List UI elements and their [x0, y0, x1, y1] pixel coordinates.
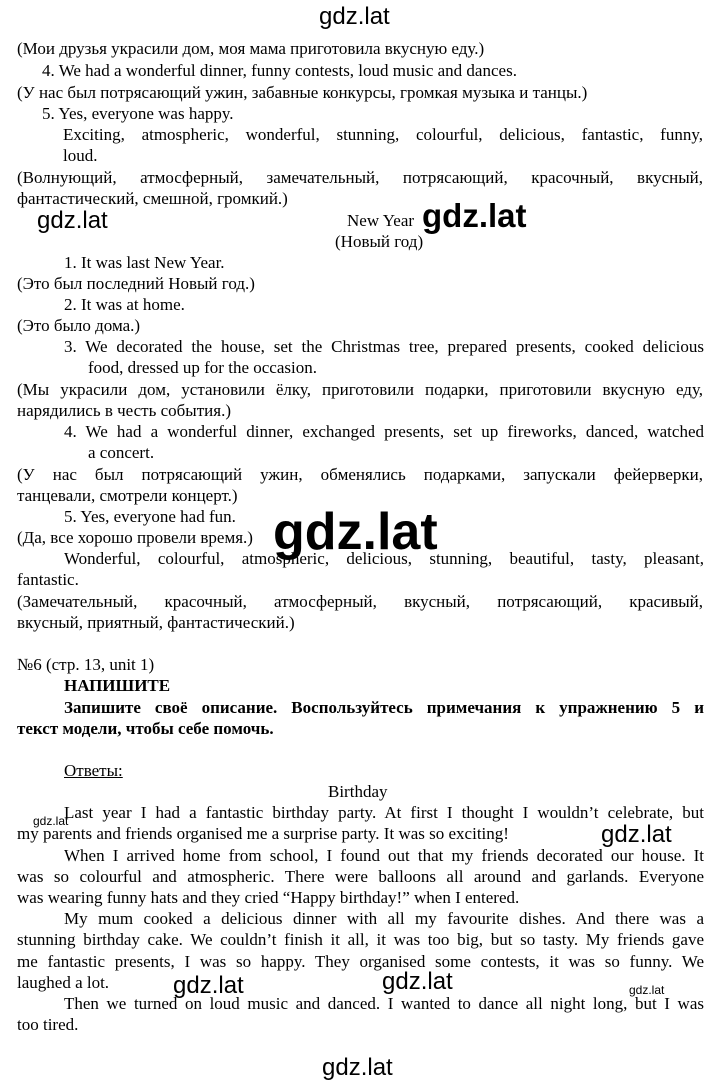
- translation-line: (Это было дома.): [17, 316, 141, 335]
- answer-line: 2. It was at home.: [64, 295, 185, 314]
- translation-line: (Замечательный, красочный, атмосферный, вкусный, потрясающий, красивый,: [17, 592, 703, 611]
- essay-line: me fantastic presents, I was so happy. They organised some contests, it was so funny. We: [17, 952, 704, 971]
- watermark: gdz.lat: [601, 821, 672, 848]
- answer-line: a concert.: [88, 443, 155, 462]
- answer-line: food, dressed up for the occasion.: [88, 358, 317, 377]
- watermark: gdz.lat: [33, 814, 69, 828]
- exercise-instruction: текст модели, чтобы себе помочь.: [17, 719, 274, 738]
- watermark: gdz.lat: [173, 972, 244, 999]
- essay-title: Birthday: [328, 782, 388, 801]
- essay-line: my parents and friends organised me a surprise party. It was so exciting!: [17, 824, 509, 843]
- watermark: gdz.lat: [629, 983, 665, 997]
- translation-line: вкусный, приятный, фантастический.): [17, 613, 295, 632]
- answer-line: 4. We had a wonderful dinner, exchanged presents, set up fireworks, danced, watched: [64, 422, 704, 441]
- adjectives-line: Wonderful, colourful, atmospheric, delicious, stunning, beautiful, tasty, pleasant,: [64, 549, 704, 568]
- essay-line: stunning birthday cake. We couldn’t finish it all, it was too big, but so tasty. My friends gave: [17, 930, 704, 949]
- translation-line: (У нас был потрясающий ужин, забавные конкурсы, громкая музыка и танцы.): [17, 83, 588, 102]
- essay-line: Then we turned on loud music and danced. I wanted to dance all night long, but I was: [64, 994, 704, 1013]
- essay-line: My mum cooked a delicious dinner with all my favourite dishes. And there was a: [64, 909, 704, 928]
- watermark: gdz.lat: [37, 207, 108, 234]
- watermark: gdz.lat: [422, 197, 527, 234]
- translation-line: (Мои друзья украсили дом, моя мама приготовила вкусную еду.): [17, 39, 485, 58]
- answer-line: 5. Yes, everyone had fun.: [64, 507, 236, 526]
- adjectives-line: loud.: [63, 146, 98, 165]
- section-title: New Year: [347, 211, 415, 230]
- essay-line: laughed a lot.: [17, 973, 110, 992]
- adjectives-line: fantastic.: [17, 570, 79, 589]
- translation-line: (Да, все хорошо провели время.): [17, 528, 253, 547]
- translation-line: нарядились в честь события.): [17, 401, 231, 420]
- answer-line: 3. We decorated the house, set the Christmas tree, prepared presents, cooked delicious: [64, 337, 704, 356]
- section-subtitle: (Новый год): [335, 232, 424, 251]
- answer-line: 4. We had a wonderful dinner, funny contests, loud music and dances.: [42, 61, 517, 80]
- translation-line: (У нас был потрясающий ужин, обменялись подарками, запускали фейерверки,: [17, 465, 703, 484]
- exercise-instruction: Запишите своё описание. Воспользуйтесь примечания к упражнению 5 и: [64, 698, 704, 717]
- exercise-heading: НАПИШИТЕ: [64, 676, 171, 695]
- translation-line: (Мы украсили дом, установили ёлку, приготовили подарки, приготовили вкусную еду,: [17, 380, 703, 399]
- essay-line: was so colourful and atmospheric. There were balloons all around and garlands. Everyone: [17, 867, 704, 886]
- translation-line: (Волнующий, атмосферный, замечательный, потрясающий, красочный, вкусный,: [17, 168, 703, 187]
- translation-line: (Это был последний Новый год.): [17, 274, 255, 293]
- translation-line: танцевали, смотрели концерт.): [17, 486, 238, 505]
- answer-line: 1. It was last New Year.: [64, 253, 225, 272]
- watermark: gdz.lat: [319, 3, 390, 30]
- essay-line: too tired.: [17, 1015, 79, 1034]
- essay-line: Last year I had a fantastic birthday party. At first I thought I wouldn’t celebrate, but: [64, 803, 704, 822]
- watermark: gdz.lat: [322, 1054, 393, 1081]
- answers-label: Ответы:: [64, 761, 123, 780]
- watermark: gdz.lat: [273, 503, 438, 561]
- translation-line: фантастический, смешной, громкий.): [17, 189, 288, 208]
- adjectives-line: Exciting, atmospheric, wonderful, stunning, colourful, delicious, fantastic, funny,: [63, 125, 703, 144]
- essay-line: was wearing funny hats and they cried “Happy birthday!” when I entered.: [17, 888, 520, 907]
- essay-line: When I arrived home from school, I found out that my friends decorated our house. It: [64, 846, 704, 865]
- answer-line: 5. Yes, everyone was happy.: [42, 104, 234, 123]
- watermark: gdz.lat: [382, 968, 453, 995]
- exercise-number: №6 (стр. 13, unit 1): [17, 655, 155, 674]
